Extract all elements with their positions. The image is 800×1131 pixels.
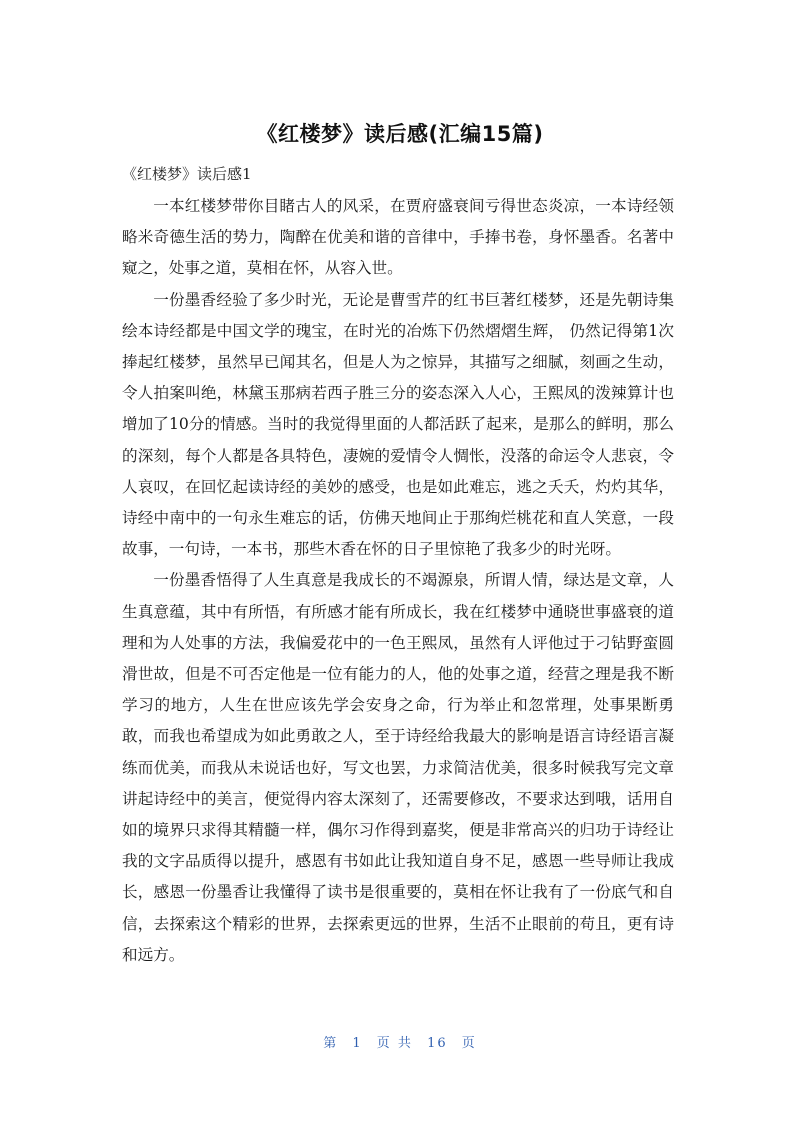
section-heading: 《红楼梦》读后感1 xyxy=(122,165,252,183)
footer-mid: 页 共 xyxy=(376,1036,413,1051)
footer-prefix: 第 xyxy=(323,1036,339,1051)
paragraph-1: 一本红楼梦带你目睹古人的风采，在贾府盛衰间亏得世态炎凉，一本诗经领略米奇德生活的势力，陶醉在优美和谐的音律中，手捧书卷，身怀墨香。名著中窥之，处事之道，莫相在怀，从容入世。 xyxy=(122,197,674,278)
footer-suffix: 页 xyxy=(461,1036,477,1051)
paragraph-3: 一份墨香悟得了人生真意是我成长的不竭源泉，所谓人情，绿达是文章，人生真意蕴，其中有所悟，有所感才能有所成长，我在红楼梦中通晓世事盛衰的道理和为人处事的方法，我偏爱花中的一色王熙凤，虽然有人评他过于刁钻野蛮圆滑世故，但是不可否定他是一位有能力的人，他的处事之道，经营之理是我不断学习的地方，人生在世应该先学会安身之命，行为举止和忽常理，处事果断勇敢，而我也希望成为如此勇敢之人，至于诗经给我最大的影响是语言诗经语言凝练而优美，而我从未说话也好，写文也罢，力求简洁优美，很多时候我写完文章讲起诗经中的美言，便觉得内容太深刻了，还需要修改，不要求达到哦，话用自如的境界只求得其精髓一样，偶尔习作得到嘉奖，便是非常高兴的归功于诗经让我的文字品质得以提升，感恩有书如此让我知道自身不足，感恩一些导师让我成长，感恩一份墨香让我懂得了读书是很重要的，莫相在怀让我有了一份底气和自信，去探索这个精彩的世界，去探索更远的世界，生活不止眼前的苟且，更有诗和远方。 xyxy=(122,571,674,964)
paragraph-2: 一份墨香经验了多少时光，无论是曹雪芹的红书巨著红楼梦，还是先朝诗集绘本诗经都是中国文学的瑰宝，在时光的冶炼下仍然熠熠生辉， 仍然记得第1次捧起红楼梦，虽然早已闻其名，但是人为之惊异，其描写之细腻，刻画之生动，令人拍案叫绝，林黛玉那病若西子胜三分的姿态深入人心，王熙凤的泼辣算计也增加了10分的情感。当时的我觉得里面的人都活跃了起来，是那么的鲜明，那么的深刻，每个人都是各具特色，凄婉的爱情令人惆怅，没落的命运令人悲哀，令人哀叹，在回忆起读诗经的美妙的感受，也是如此难忘，逃之夭夭，灼灼其华，诗经中南中的一句永生难忘的话，仿佛天地间止于那绚烂桃花和直人笑意，一段故事，一句诗，一本书，那些木香在怀的日子里惊艳了我多少的时光呀。 xyxy=(122,290,674,559)
page-footer xyxy=(0,1032,800,1051)
footer-page-total: 16 xyxy=(427,1036,448,1051)
footer-page-number: 1 xyxy=(352,1036,363,1051)
document-body xyxy=(122,191,674,971)
page-title: 《红楼梦》读后感(汇编15篇) xyxy=(256,122,544,146)
